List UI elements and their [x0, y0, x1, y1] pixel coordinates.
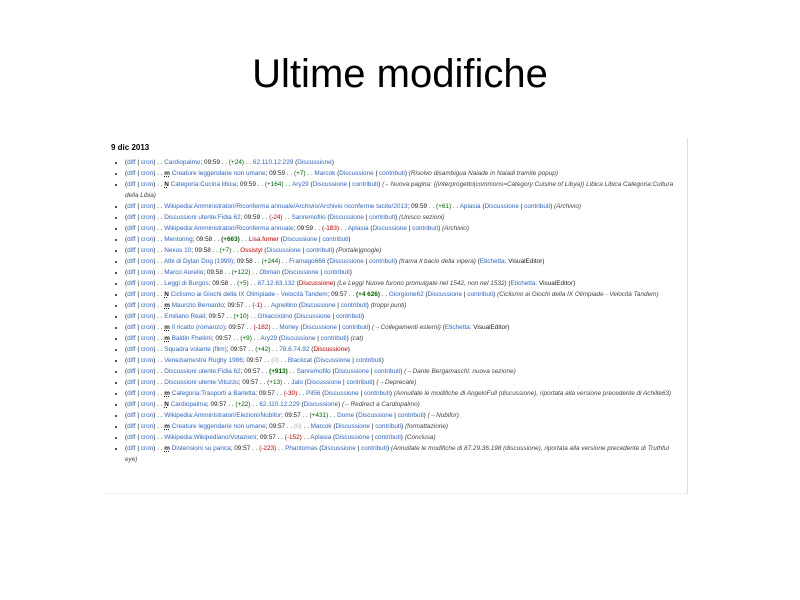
edit-summary: (Le Leggi Nuove furono promulgate nel 1542, non nel 1532) [337, 280, 507, 287]
contribs-link[interactable]: contributi [335, 313, 362, 320]
list-item: • (diff | cron) . . Squadra volante (film); 09:57 . . (+42) . . 78.6.74.92 (Discussione) [125, 344, 687, 355]
talk-link[interactable]: Discussione [321, 445, 356, 452]
talk-link[interactable]: Discussione [312, 181, 348, 188]
list-item: • (diff | cron) . . m Maurizio Bernardo; 09:57 . . (-1) . . Agnellino (Discussione | contributi) (troppi punti) [125, 300, 687, 311]
edit-summary: (→Collegamenti esterni) [372, 324, 441, 331]
tag-name: VisualEditor [508, 258, 543, 265]
diff-link[interactable]: diff [127, 379, 136, 386]
user-link[interactable]: 62.110.12.229 [259, 401, 300, 408]
user-link[interactable]: Lisa.forner [248, 236, 279, 243]
size-diff: (+5) [237, 280, 249, 287]
talk-link[interactable]: Discussione [339, 170, 374, 177]
size-diff: (-1) [252, 302, 263, 309]
list-item: • (diff | cron) . . Veneziamestre Rugby 1986; 09:57 . . (0) . . Blackcat (Discussione | contributi) [125, 355, 687, 366]
minor-flag: m [164, 335, 170, 342]
size-diff: (+42) [255, 346, 271, 353]
minor-flag: m [164, 302, 170, 309]
user-link[interactable]: Aplasia [347, 225, 369, 232]
diff-link[interactable]: diff [127, 324, 136, 331]
timestamp: 09:57 [242, 379, 259, 386]
page-title-link[interactable]: Creature leggendarie non umane [171, 423, 266, 430]
timestamp: 09:57 [210, 401, 227, 408]
history-link[interactable]: cron [140, 225, 154, 232]
list-item: • (diff | cron) . . m Creature leggendarie non umane; 09:59 . . (+7) . . Marcok (Discussione | contributi) (Risolvo disambigua Naiade in Naiadi tramite popup) [125, 168, 687, 179]
page-title-link[interactable]: Cardiopalmo [164, 159, 201, 166]
contribs-link[interactable]: contributi [374, 368, 401, 375]
tag-prefix[interactable]: Etichetta: [510, 280, 539, 287]
page-title-link[interactable]: Baldin Fhelimi [171, 335, 212, 342]
list-item: • (diff | cron) . . Nexus 10; 09:58 . . (+7) . . Ossistyl (Discussione | contributi) (Portale|google) [125, 245, 687, 256]
list-item: • (diff | cron) . . Leggi di Burgos; 09:58 . . (+5) . . 87.12.63.132 (Discussione) (Le Leggi Nuove furono promulgate nel 1542, non nel 1532) (Etichetta: VisualEditor) [125, 278, 687, 289]
page-title-link[interactable]: Categoria:Trasporti a Barletta [171, 390, 256, 397]
new-flag: N [164, 401, 169, 408]
diff-link[interactable]: diff [127, 335, 136, 342]
page-title-link[interactable]: Distensioni su panca [171, 445, 231, 452]
user-link[interactable]: Blackcat [287, 357, 313, 364]
list-item: • (diff | cron) . . Discussioni utente:Fidia 62; 09:59 . . (-24) . . Sanremofilo (Discussione | contributi) (Unisco sezioni) [125, 212, 687, 223]
size-diff: (-24) [269, 214, 283, 221]
page-title-link[interactable]: Mentoring [164, 236, 193, 243]
size-diff: (+663) [221, 236, 240, 243]
talk-link[interactable]: Discussione [303, 401, 339, 408]
contribs-link[interactable]: contributi [467, 291, 494, 298]
user-link[interactable]: Ghiacciolino [257, 313, 293, 320]
timestamp: 09:57 [331, 291, 348, 298]
list-item: • (diff | cron) . . N Categoria:Cucina libica; 09:59 . . (+164) . . Ary29 (Discussione | contributi) (←Nuova pagina: {{interprogetto|commons=Category:Cuisine of Libya}} Libica Libica Categoria:Cultura della Libia) [125, 179, 687, 201]
timestamp: 09:58 [194, 247, 211, 254]
edit-summary: (Conclusa) [404, 434, 436, 441]
page-title-link[interactable]: Creature leggendarie non umane [171, 170, 266, 177]
edit-summary: (→Deprecate) [376, 379, 417, 386]
new-flag: N [164, 181, 169, 188]
talk-link[interactable]: Discussione [335, 423, 370, 430]
diff-link[interactable]: diff [127, 401, 136, 408]
talk-link[interactable]: Discussione [296, 313, 331, 320]
list-item: • (diff | cron) . . Mentoring; 09:58 . . (+663) . . Lisa.forner (Discussione | contributi) [125, 234, 687, 245]
timestamp: 09:57 [230, 346, 247, 353]
list-item: • (diff | cron) . . m Distensioni su panca; 09:57 . . (-223) . . Phantomas (Discussione | contributi) (Annullate le modifiche di 87.29.36.198 (discussione), riportata alla versione precedente di Truthful eye) [125, 443, 687, 465]
history-link[interactable]: cron [140, 434, 154, 441]
user-link[interactable]: Marcok [310, 423, 332, 430]
page-title-link[interactable]: Albi di Dylan Dog (1999) [163, 258, 234, 265]
user-link[interactable]: Dome [337, 412, 355, 419]
contribs-link[interactable]: contributi [369, 214, 396, 221]
user-link[interactable]: Aplasia [310, 434, 332, 441]
size-diff: (0) [271, 357, 280, 364]
history-link[interactable]: cron [140, 203, 154, 210]
user-link[interactable]: Framago666 [289, 258, 326, 265]
diff-link[interactable]: diff [127, 412, 136, 419]
history-link[interactable]: cron [140, 291, 154, 298]
page-title-link[interactable]: Discussioni utente:Fidia 62 [164, 368, 241, 375]
edit-summary: (Portale|google) [335, 247, 382, 254]
history-link[interactable]: cron [140, 324, 154, 331]
list-item: • (diff | cron) . . Wikipedia:Amministratori/Riconferma annuale; 09:59 . . (-183) . . Aplasia (Discussione | contributi) (Archivio) [125, 223, 687, 234]
history-link[interactable]: cron [140, 236, 154, 243]
minor-flag: m [164, 423, 170, 430]
diff-link[interactable]: diff [127, 236, 136, 243]
user-link[interactable]: 87.12.63.132 [257, 280, 295, 287]
timestamp: 09:58 [196, 236, 213, 243]
edit-summary: (→Dante Bergamaschi: nuova sezione) [404, 368, 516, 375]
history-link[interactable]: cron [140, 280, 154, 287]
talk-link[interactable]: Discussione [315, 357, 351, 364]
list-item: • (diff | cron) . . m Il ricatto (romanzo); 09:57 . . (-182) . . Morley (Discussione | contributi) (→Collegamenti esterni) (Etichetta: VisualEditor) [125, 322, 687, 333]
diff-link[interactable]: diff [127, 269, 136, 276]
history-link[interactable]: cron [140, 412, 154, 419]
timestamp: 09:57 [284, 412, 301, 419]
history-link[interactable]: cron [140, 247, 154, 254]
diff-link[interactable]: diff [127, 368, 136, 375]
list-item: • (diff | cron) . . Wikipedia:Amministratori/Elezioni/Nubifor; 09:57 . . (+431) . . Dome (Discussione | contributi) (→Nubifor) [125, 410, 687, 421]
history-link[interactable]: cron [140, 335, 154, 342]
talk-link[interactable]: Discussione [284, 269, 319, 276]
list-item: • (diff | cron) . . N Ciclismo ai Giochi della IX Olimpiade - Velocità Tandem; 09:57 . . (+4 626) . . Giorgione62 (Discussione | contributi) (Ciclismo ai Giochi della IX Olimpiade - Velocità Tandem) [125, 289, 687, 300]
history-link[interactable]: cron [140, 401, 154, 408]
tag-prefix[interactable]: Etichetta: [444, 324, 474, 331]
contribs-link[interactable]: contributi [361, 445, 387, 452]
new-flag: N [164, 291, 169, 298]
timestamp: 09:57 [246, 357, 263, 364]
diff-link[interactable]: diff [127, 159, 136, 166]
timestamp: 09:59 [411, 203, 428, 210]
user-link[interactable]: Ary29 [292, 181, 309, 188]
edit-summary: (←Nuova pagina: {{interprogetto|commons=Category:Cuisine of Libya}} Libica Libica Categoria:Cultura della Libia) [125, 181, 674, 199]
diff-link[interactable]: diff [127, 434, 136, 441]
slide-title: Ultime modifiche [252, 52, 548, 96]
talk-link[interactable]: Discussione [372, 225, 407, 232]
list-item: • (diff | cron) . . Wikipedia:Amministratori/Riconferma annuale/Archivio/Archivio riconferme tacite/2013; 09:59 . . (+61) . . Aplasia (Discussione | contributi) (Archivio) [125, 201, 687, 212]
talk-link[interactable]: Discussione [266, 247, 301, 254]
contribs-link[interactable]: contributi [368, 258, 395, 265]
timestamp: 09:57 [215, 335, 232, 342]
user-link[interactable]: Marcok [314, 170, 336, 177]
page-title-link[interactable]: Discussioni utente:Vituzzu [164, 379, 239, 386]
size-diff: (+13) [267, 379, 283, 386]
diff-link[interactable]: diff [127, 203, 136, 210]
edit-summary: (←Redirect a Cardiopalmo) [342, 401, 420, 408]
contribs-link[interactable]: contributi [363, 390, 390, 397]
history-link[interactable]: cron [140, 357, 154, 364]
edit-summary: (formattazione) [405, 423, 449, 430]
changes-list [111, 157, 687, 465]
contribs-link[interactable]: contributi [342, 324, 369, 331]
size-diff: (+122) [231, 269, 251, 276]
diff-link[interactable]: diff [127, 225, 136, 232]
talk-link[interactable]: Discussione [302, 324, 337, 331]
contribs-link[interactable]: contributi [374, 434, 401, 441]
size-diff: (+9) [240, 335, 252, 342]
page-title-link[interactable]: Wikipedia:Amministratori/Elezioni/Nubifor [164, 412, 282, 419]
size-diff: (+24) [228, 159, 245, 166]
talk-link[interactable]: Discussione [329, 214, 364, 221]
user-link[interactable]: Ossistyl [240, 247, 263, 254]
history-link[interactable]: cron [140, 170, 154, 177]
size-diff: (+10) [233, 313, 249, 320]
list-item: • (diff | cron) . . m Baldin Fhelimi; 09:57 . . (+9) . . Ary29 (Discussione | contributi) (cat) [125, 333, 687, 344]
history-link[interactable]: cron [140, 445, 154, 452]
talk-link[interactable]: Discussione [298, 280, 334, 287]
user-link[interactable]: 62.110.12.229 [252, 159, 294, 166]
contribs-link[interactable]: contributi [397, 412, 424, 419]
diff-link[interactable]: diff [127, 445, 136, 452]
size-diff: (+22) [235, 401, 251, 408]
page-title-link[interactable]: Categoria:Cucina libica [170, 181, 237, 188]
timestamp: 09:58 [206, 269, 223, 276]
talk-link[interactable]: Discussione [324, 390, 359, 397]
recent-changes-screenshot [105, 138, 688, 494]
contribs-link[interactable]: contributi [355, 357, 382, 364]
edit-summary: (Annullate le modifiche di 87.29.36.198 (discussione), riportata alla versione precedente di Truthful eye) [125, 445, 669, 463]
history-link[interactable]: cron [140, 302, 154, 309]
talk-link[interactable]: Discussione [329, 258, 364, 265]
size-diff: (+164) [264, 181, 284, 188]
history-link[interactable]: cron [140, 346, 154, 353]
history-link[interactable]: cron [140, 269, 154, 276]
history-link[interactable]: cron [140, 368, 154, 375]
diff-link[interactable]: diff [127, 291, 136, 298]
size-diff: (+7) [219, 247, 232, 254]
size-diff: (+61) [435, 203, 452, 210]
talk-link[interactable]: Discussione [313, 346, 348, 353]
diff-link[interactable]: diff [127, 390, 136, 397]
timestamp: 09:59 [297, 225, 314, 232]
talk-link[interactable]: Discussione [358, 412, 393, 419]
size-diff: (+4 626) [355, 291, 380, 298]
edit-summary: (Ciclismo ai Giochi della IX Olimpiade - Velocità Tandem) [497, 291, 659, 298]
timestamp: 09:57 [259, 434, 276, 441]
page-title-link[interactable]: Leggi di Burgos [164, 280, 209, 287]
edit-summary: (→Nubifor) [427, 412, 459, 419]
date-heading: 9 dic 2013 [111, 143, 150, 152]
timestamp: 09:59 [239, 181, 256, 188]
size-diff: (-152) [284, 434, 302, 441]
user-link[interactable]: Phantomas [285, 445, 318, 452]
page-title-link[interactable]: Wikipedia:Wikipediano/Votazioni [164, 434, 257, 441]
minor-flag: m [164, 390, 170, 397]
contribs-link[interactable]: contributi [346, 379, 373, 386]
page-title-link[interactable]: Wikipedia:Amministratori/Riconferma annuale [164, 225, 294, 232]
timestamp: 09:57 [208, 313, 225, 320]
user-link[interactable]: Sanremofilo [291, 214, 326, 221]
edit-summary: (troppi punti) [370, 302, 407, 309]
timestamp: 09:57 [244, 368, 261, 375]
edit-summary: (Archivio) [554, 203, 582, 210]
talk-link[interactable]: Discussione [297, 159, 332, 166]
timestamp: 09:57 [258, 390, 275, 397]
contribs-link[interactable]: contributi [352, 181, 379, 188]
history-link[interactable]: cron [140, 159, 154, 166]
contribs-link[interactable]: contributi [323, 269, 350, 276]
talk-link[interactable]: Discussione [335, 434, 370, 441]
list-item: • (diff | cron) . . m Categoria:Trasporti a Barletta; 09:57 . . (-30) . . Pil56 (Discussione | contributi) (Annullate le modifiche di AngeloFull (discussione), riportata alla versione precedente di Achille63) [125, 388, 687, 399]
user-link[interactable]: Obman [259, 269, 281, 276]
diff-link[interactable]: diff [127, 258, 136, 265]
page-title-link[interactable]: Cardiopalma [170, 401, 207, 408]
list-item: • (diff | cron) . . Marco Aurelio; 09:58 . . (+122) . . Obman (Discussione | contributi) [125, 267, 687, 278]
timestamp: 09:58 [212, 280, 229, 287]
user-link[interactable]: Aplasia [459, 203, 481, 210]
minor-flag: m [164, 445, 170, 452]
diff-link[interactable]: diff [127, 423, 136, 430]
size-diff: (+913) [269, 368, 288, 375]
page-title-link[interactable]: Wikipedia:Amministratori/Riconferma annuale/Archivio/Archivio riconferme tacite/2013 [164, 203, 408, 210]
talk-link[interactable]: Discussione [282, 236, 318, 243]
contribs-link[interactable]: contributi [378, 170, 405, 177]
size-diff: (-183) [321, 225, 340, 232]
edit-summary: (Annullate le modifiche di AngeloFull (discussione), riportata alla versione precedente di Achille63) [393, 390, 672, 397]
page-title-link[interactable]: Emiliano Reali [164, 313, 206, 320]
user-link[interactable]: Ary29 [260, 335, 278, 342]
page-title-link[interactable]: Marco Aurelio [164, 269, 204, 276]
diff-link[interactable]: diff [127, 313, 136, 320]
contribs-link[interactable]: contributi [322, 236, 349, 243]
tag-name: VisualEditor [538, 280, 573, 287]
history-link[interactable]: cron [140, 214, 154, 221]
minor-flag: m [164, 170, 170, 177]
edit-summary: (Archivio) [441, 225, 469, 232]
edit-summary: (cat) [350, 335, 364, 342]
talk-link[interactable]: Discussione [427, 291, 463, 298]
history-link[interactable]: cron [140, 423, 154, 430]
timestamp: 09:57 [227, 302, 244, 309]
list-item: • (diff | cron) . . m Creature leggendarie non umane; 09:57 . . (0) . . Marcok (Discussione | contributi) (formattazione) [125, 421, 687, 432]
edit-summary: (trama Il bacio della vipera) [398, 258, 476, 265]
size-diff: (+244) [261, 258, 281, 265]
edit-summary: (Risolvo disambigua Naiade in Naiadi tramite popup) [408, 170, 558, 177]
list-item: • (diff | cron) . . Albi di Dylan Dog (1999); 09:58 . . (+244) . . Framago666 (Discussione | contributi) (trama Il bacio della vipera) (Etichetta: VisualEditor) [125, 256, 687, 267]
size-diff: (0) [293, 423, 302, 430]
page-title-link[interactable]: Ciclismo ai Giochi della IX Olimpiade - Velocità Tandem [170, 291, 328, 298]
timestamp: 09:59 [269, 170, 286, 177]
contribs-link[interactable]: contributi [375, 423, 402, 430]
page-title-link[interactable]: Squadra volante (film) [164, 346, 227, 353]
diff-link[interactable]: diff [127, 357, 136, 364]
timestamp: 09:58 [236, 258, 253, 265]
history-link[interactable]: cron [140, 379, 154, 386]
timestamp: 09:59 [244, 214, 261, 221]
diff-link[interactable]: diff [127, 170, 136, 177]
contribs-link[interactable]: contributi [524, 203, 551, 210]
user-link[interactable]: Morley [279, 324, 299, 331]
tag-name: VisualEditor [473, 324, 508, 331]
history-link[interactable]: cron [140, 181, 154, 188]
user-link[interactable]: Giorgione62 [388, 291, 424, 298]
talk-link[interactable]: Discussione [301, 302, 336, 309]
tag-prefix[interactable]: Etichetta: [479, 258, 509, 265]
size-diff: (-182) [253, 324, 271, 331]
list-item: • (diff | cron) . . N Cardiopalma; 09:57 . . (+22) . . 62.110.12.229 (Discussione) (←Redirect a Cardiopalmo) [125, 399, 687, 410]
size-diff: (+431) [309, 412, 329, 419]
page-title-link[interactable]: Il ricatto (romanzo) [171, 324, 225, 331]
timestamp: 09:57 [228, 324, 245, 331]
contribs-link[interactable]: contributi [412, 225, 439, 232]
talk-link[interactable]: Discussione [334, 368, 370, 375]
user-link[interactable]: Pil56 [306, 390, 321, 397]
talk-link[interactable]: Discussione [280, 335, 316, 342]
user-link[interactable]: Agnellino [270, 302, 298, 309]
history-link[interactable]: cron [140, 258, 154, 265]
page-title-link[interactable]: Veneziamestre Rugby 1986 [164, 357, 243, 364]
contribs-link[interactable]: contributi [320, 335, 347, 342]
diff-link[interactable]: diff [127, 302, 136, 309]
user-link[interactable]: Jalo [291, 379, 303, 386]
diff-link[interactable]: diff [127, 346, 136, 353]
page-title-link[interactable]: Discussioni utente:Fidia 62 [164, 214, 241, 221]
diff-link[interactable]: diff [127, 247, 136, 254]
talk-link[interactable]: Discussione [484, 203, 519, 210]
history-link[interactable]: cron [140, 390, 154, 397]
timestamp: 09:59 [204, 159, 221, 166]
user-link[interactable]: Sanremofilo [296, 368, 331, 375]
contribs-link[interactable]: contributi [306, 247, 333, 254]
timestamp: 09:57 [269, 423, 286, 430]
contribs-link[interactable]: contributi [340, 302, 367, 309]
list-item: • (diff | cron) . . Discussioni utente:Vituzzu; 09:57 . . (+13) . . Jalo (Discussione | contributi) (→Deprecate) [125, 377, 687, 388]
page-title-link[interactable]: Nexus 10 [164, 247, 192, 254]
talk-link[interactable]: Discussione [306, 379, 342, 386]
diff-link[interactable]: diff [127, 280, 136, 287]
history-link[interactable]: cron [140, 313, 154, 320]
timestamp: 09:57 [234, 445, 251, 452]
list-item: • (diff | cron) . . Wikipedia:Wikipediano/Votazioni; 09:57 . . (-152) . . Aplasia (Discussione | contributi) (Conclusa) [125, 432, 687, 443]
edit-summary: (Unisco sezioni) [399, 214, 445, 221]
size-diff: (+7) [293, 170, 306, 177]
size-diff: (-223) [259, 445, 277, 452]
list-item: • (diff | cron) . . Discussioni utente:Fidia 62; 09:57 . . (+913) . . Sanremofilo (Discussione | contributi) (→Dante Bergamaschi: nuova sezione) [125, 366, 687, 377]
page-title-link[interactable]: Maurizio Bernardo [171, 302, 224, 309]
size-diff: (-30) [283, 390, 298, 397]
list-item: • (diff | cron) . . Cardiopalmo; 09:59 . . (+24) . . 62.110.12.229 (Discussione) [125, 157, 687, 168]
user-link[interactable]: 78.6.74.92 [279, 346, 310, 353]
list-item: • (diff | cron) . . Emiliano Reali; 09:57 . . (+10) . . Ghiacciolino (Discussione | contributi) [125, 311, 687, 322]
diff-link[interactable]: diff [127, 181, 136, 188]
minor-flag: m [164, 324, 170, 331]
diff-link[interactable]: diff [127, 214, 136, 221]
